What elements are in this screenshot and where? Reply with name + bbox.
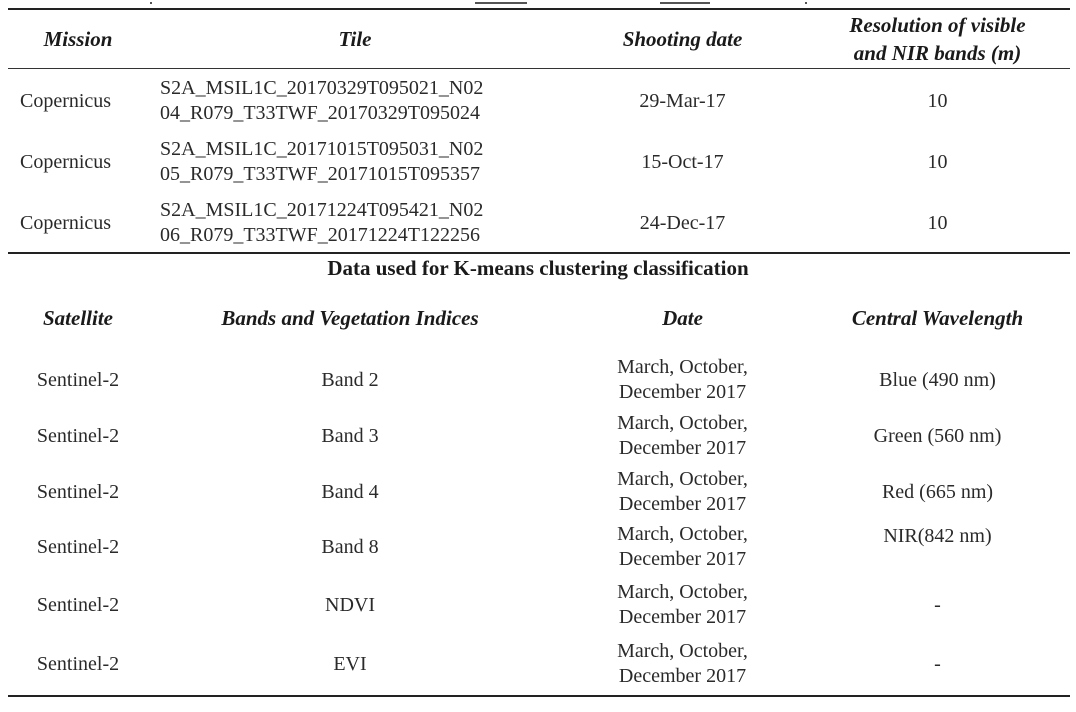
header-bands: Bands and Vegetation Indices bbox=[221, 305, 479, 330]
header-satellite: Satellite bbox=[43, 305, 113, 330]
date-line-1: March, October, bbox=[617, 412, 748, 434]
tile-line-2: 06_R079_T33TWF_20171224T122256 bbox=[160, 224, 480, 246]
table-row-1-date: 29-Mar-17 bbox=[639, 89, 726, 112]
header-shooting-date: Shooting date bbox=[622, 26, 743, 51]
row-band: NDVI bbox=[325, 593, 375, 616]
row-date bbox=[580, 352, 785, 408]
header-resolution bbox=[800, 10, 1075, 68]
row-band: Band 3 bbox=[321, 424, 379, 447]
table-row-2-resolution: 10 bbox=[927, 150, 948, 173]
table-row-2-date: 15-Oct-17 bbox=[641, 150, 724, 173]
header-date: Date bbox=[662, 305, 703, 330]
table-row-1-tile bbox=[160, 73, 540, 129]
date-line-2: December 2017 bbox=[618, 493, 747, 515]
row-wavelength: Green (560 nm) bbox=[873, 424, 1002, 447]
table-row-3-date: 24-Dec-17 bbox=[639, 211, 726, 234]
table-row-1-mission: Copernicus bbox=[20, 89, 112, 112]
table-row-1-resolution: 10 bbox=[927, 89, 948, 112]
row-satellite: Sentinel-2 bbox=[36, 480, 120, 503]
table-row-3-tile bbox=[160, 195, 540, 251]
row-wavelength: - bbox=[934, 593, 941, 616]
row-satellite: Sentinel-2 bbox=[36, 424, 120, 447]
header-mission: Mission bbox=[43, 26, 113, 51]
date-line-1: March, October, bbox=[617, 523, 748, 545]
tile-line-1: S2A_MSIL1C_20171015T095031_N02 bbox=[160, 138, 484, 160]
header-resolution-line2: and NIR bands (m) bbox=[853, 41, 1022, 65]
date-line-2: December 2017 bbox=[618, 665, 747, 687]
row-date bbox=[580, 464, 785, 520]
date-line-1: March, October, bbox=[617, 356, 748, 378]
tile-line-1: S2A_MSIL1C_20170329T095021_N02 bbox=[160, 77, 484, 99]
table-row-2-mission: Copernicus bbox=[20, 150, 112, 173]
tile-line-1: S2A_MSIL1C_20171224T095421_N02 bbox=[160, 199, 484, 221]
row-wavelength: Red (665 nm) bbox=[881, 480, 994, 503]
date-line-2: December 2017 bbox=[618, 548, 747, 570]
section-title: Data used for K-means clustering classification bbox=[327, 256, 749, 280]
header-rule bbox=[8, 68, 1070, 69]
date-line-1: March, October, bbox=[617, 581, 748, 603]
row-satellite: Sentinel-2 bbox=[36, 593, 120, 616]
row-wavelength: NIR(842 nm) bbox=[883, 524, 992, 547]
row-date bbox=[580, 519, 785, 575]
row-date bbox=[580, 636, 785, 692]
date-line-1: March, October, bbox=[617, 640, 748, 662]
section-rule bbox=[8, 252, 1070, 254]
row-wavelength: - bbox=[934, 652, 941, 675]
header-resolution-line1: Resolution of visible bbox=[849, 13, 1026, 37]
row-band: Band 2 bbox=[321, 368, 379, 391]
date-line-2: December 2017 bbox=[618, 437, 747, 459]
row-satellite: Sentinel-2 bbox=[36, 652, 120, 675]
row-wavelength: Blue (490 nm) bbox=[879, 368, 996, 391]
row-band: Band 8 bbox=[321, 535, 379, 558]
row-band: EVI bbox=[333, 652, 367, 675]
row-date bbox=[580, 408, 785, 464]
date-line-2: December 2017 bbox=[618, 606, 747, 628]
row-satellite: Sentinel-2 bbox=[36, 368, 120, 391]
header-central-wavelength: Central Wavelength bbox=[851, 305, 1024, 330]
table-bottom-rule bbox=[8, 695, 1070, 697]
header-tile: Tile bbox=[338, 26, 372, 51]
row-date bbox=[580, 577, 785, 633]
date-line-1: March, October, bbox=[617, 468, 748, 490]
date-line-2: December 2017 bbox=[618, 381, 747, 403]
table-row-3-mission: Copernicus bbox=[20, 211, 112, 234]
table-row-2-tile bbox=[160, 134, 540, 190]
tile-line-2: 05_R079_T33TWF_20171015T095357 bbox=[160, 163, 480, 185]
row-satellite: Sentinel-2 bbox=[36, 535, 120, 558]
row-band: Band 4 bbox=[321, 480, 379, 503]
table-row-3-resolution: 10 bbox=[927, 211, 948, 234]
tile-line-2: 04_R079_T33TWF_20170329T095024 bbox=[160, 102, 480, 124]
clipped-text-remnant bbox=[0, 2, 1076, 7]
